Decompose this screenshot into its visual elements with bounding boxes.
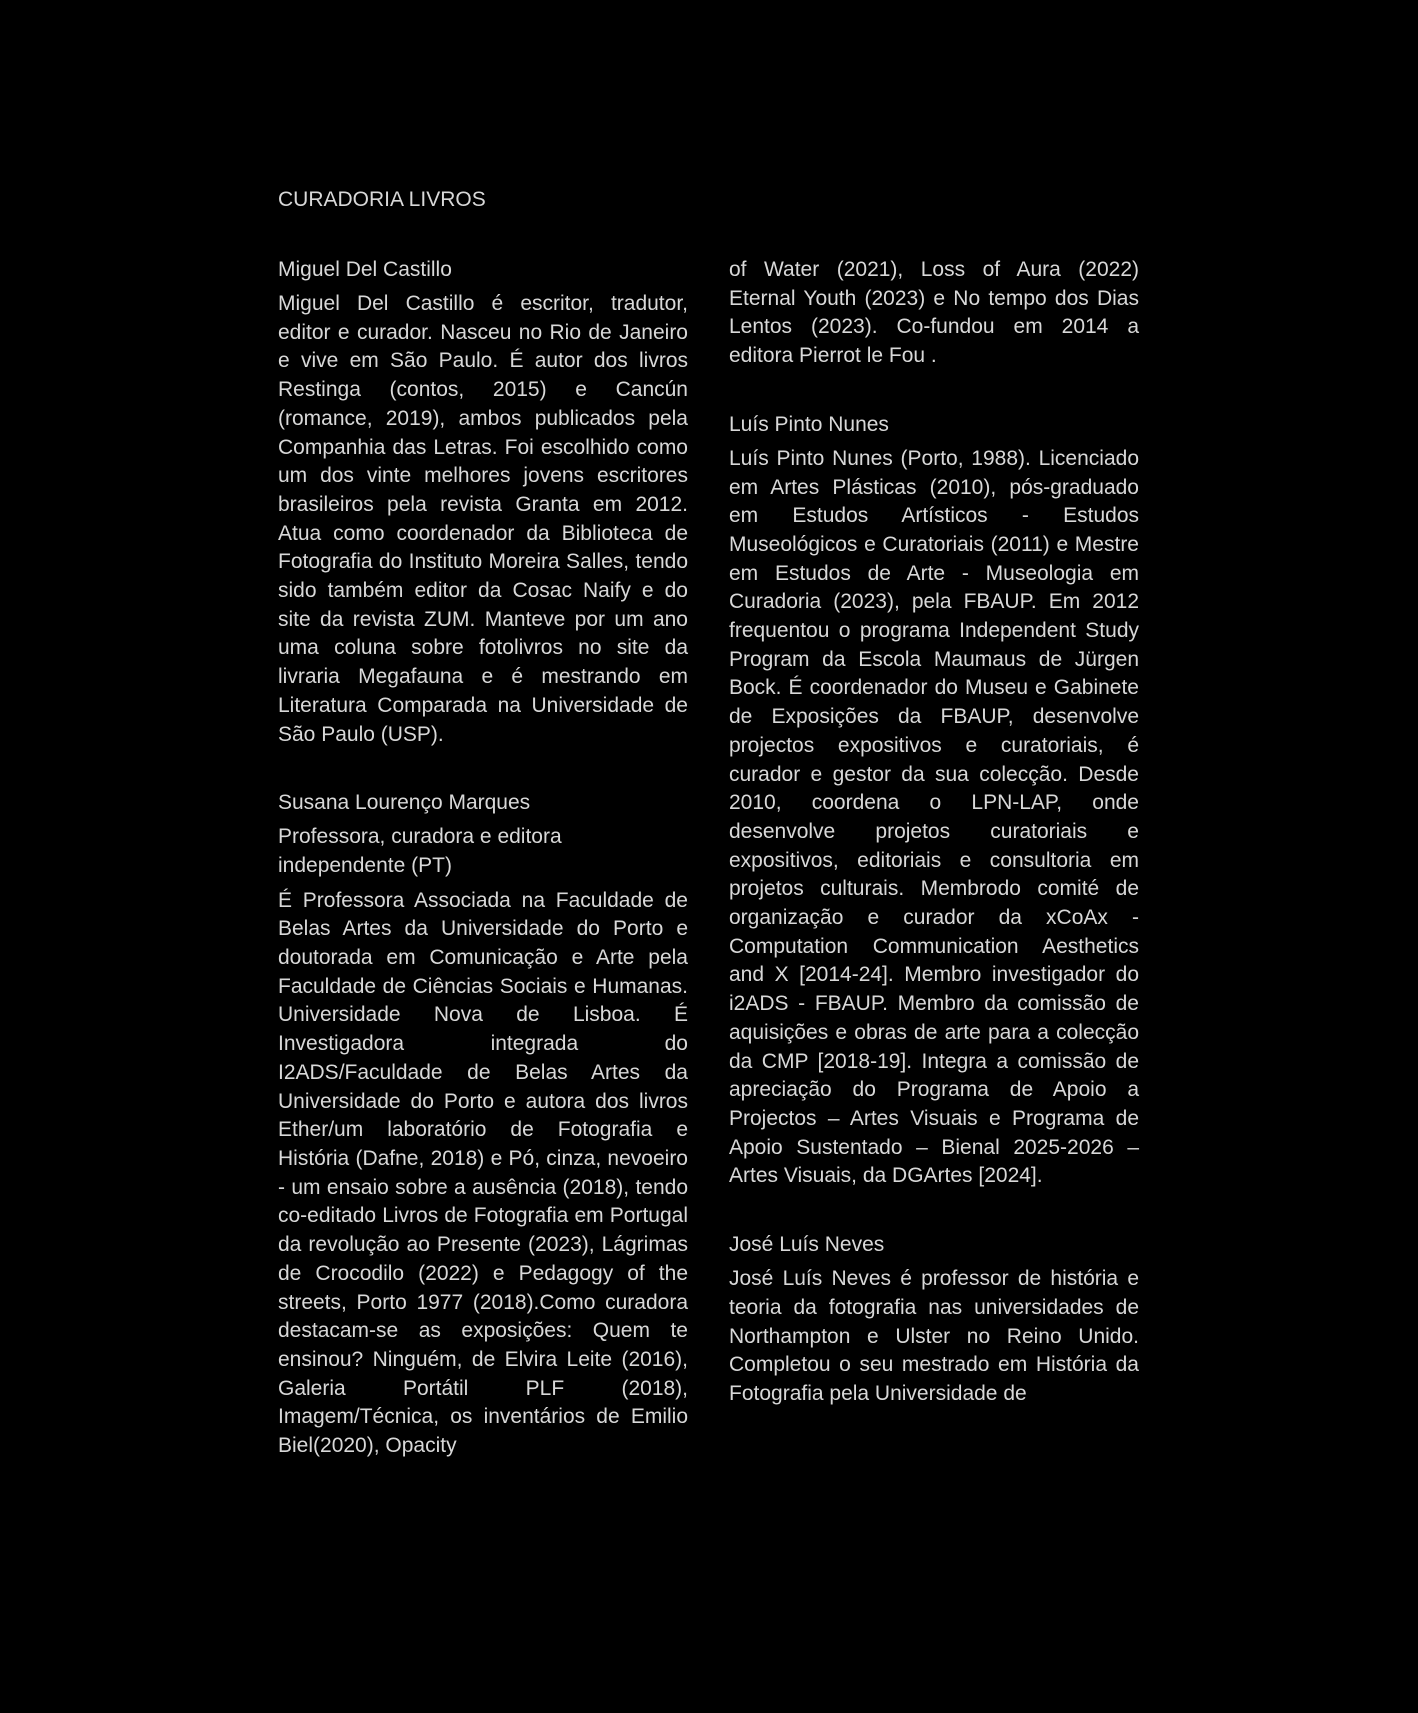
curator-name: Luís Pinto Nunes [729,412,889,436]
curator-entry [729,1231,1139,1409]
curator-bio: Miguel Del Castillo é escritor, tradutor, editor e curador. Nasceu no Rio de Janeiro e vive em São Paulo. É autor dos livros Restinga (contos, 2015) e Cancún (romance, 2019), ambos publicados pela Companhia das Letras. Foi escolhido como um dos vinte melhores jovens escritores brasileiros pela revista Granta em 2012. Atua como coordenador da Biblioteca de Fotografia do Instituto Moreira Salles, tendo sido também editor da Cosac Naify e do site da revista ZUM. Manteve por um ano uma coluna sobre fotolivros no site da livraria Megafauna e é mestrando em Literatura Comparada na Universidade de São Paulo (USP). [278,292,688,746]
curator-bio: José Luís Neves é professor de história e teoria da fotografia nas universidades de Northampton e Ulster no Reino Unido. Completou o seu mestrado em História da Fotografia pela Universidade de [729,1267,1139,1405]
curator-bio-continued: of Water (2021), Loss of Aura (2022) Eternal Youth (2023) e No tempo dos Dias Lentos (2023). Co-fundou em 2014 a editora Pierrot le Fou . [729,258,1139,368]
section-title: CURADORIA LIVROS [278,188,486,211]
left-column [278,256,688,1501]
curator-subtitle: Professora, curadora e editora independente (PT) [278,825,562,877]
curator-entry [729,411,1139,1191]
curator-bio: Luís Pinto Nunes (Porto, 1988). Licenciado em Artes Plásticas (2010), pós-graduado em Estudos Artísticos - Estudos Museológicos e Curatoriais (2011) e Mestre em Estudos de Arte - Museologia em Curadoria (2023), pela FBAUP. Em 2012 frequentou o programa Independent Study Program da Escola Maumaus de Jürgen Bock. É coordenador do Museu e Gabinete de Exposições da FBAUP, desenvolve projectos expositivos e curatoriais, é curador e gestor da sua colecção. Desde 2010, coordena o LPN-LAP, onde desenvolve projetos curatoriais e expositivos, editoriais e consultoria em projetos culturais. Membrodo comité de organização e curador da xCoAx - Computation Communication Aesthetics and X [2014-24]. Membro investigador do i2ADS - FBAUP. Membro da comissão de aquisições e obras de arte para a colecção da CMP [2018-19]. Integra a comissão de apreciação do Programa de Apoio a Projectos – Artes Visuais e Programa de Apoio Sustentado – Bienal 2025-2026 – Artes Visuais, da DGArtes [2024]. [729,446,1139,1188]
curator-bio: É Professora Associada na Faculdade de Belas Artes da Universidade do Porto e doutorada em Comunicação e Arte pela Faculdade de Ciências Sociais e Humanas. Universidade Nova de Lisboa. É Investigadora integrada do I2ADS/Faculdade de Belas Artes da Universidade do Porto e autora dos livros Ether/um laboratório de Fotografia e História (Dafne, 2018) e Pó, cinza, nevoeiro - um ensaio sobre a ausência (2018), tendo co-editado Livros de Fotografia em Portugal da revolução ao Presente (2023), Lágrimas de Crocodilo (2022) e Pedagogy of the streets, Porto 1977 (2018).Como curadora destacam-se as exposições: Quem te ensinou? Ninguém, de Elvira Leite (2016), Galeria Portátil PLF (2018), Imagem/Técnica, os inventários de Emilio Biel(2020), Opacity [278,888,688,1458]
curator-entry [278,256,688,749]
curator-entry [278,789,688,1460]
curator-name: Susana Lourenço Marques [278,791,531,815]
curator-name: José Luís Neves [729,1233,885,1257]
curator-name: Miguel Del Castillo [278,258,452,281]
curator-entry-continued [729,256,1139,371]
right-column [729,256,1139,1449]
